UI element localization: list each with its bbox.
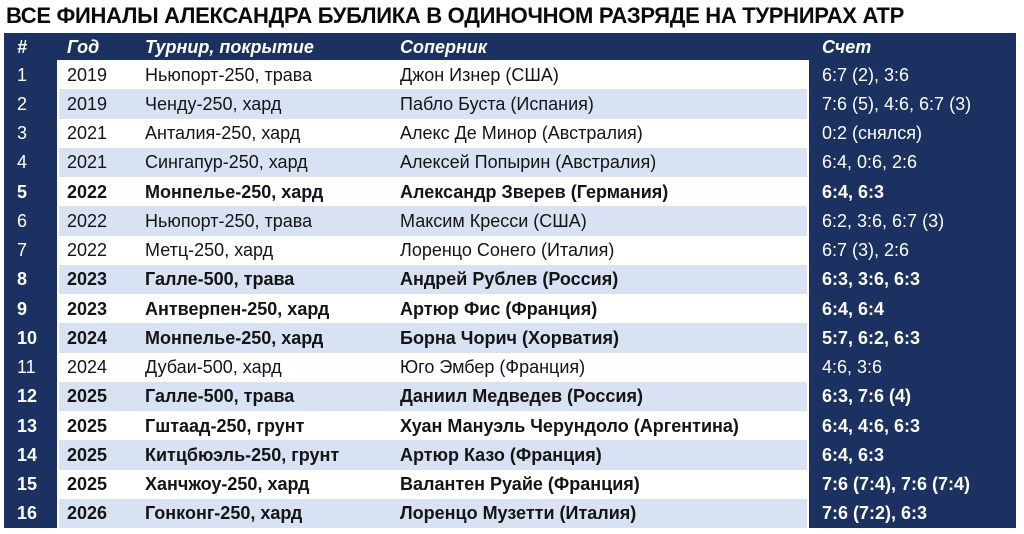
row-number-cell: 12 — [4, 382, 57, 411]
table-row — [4, 499, 1016, 528]
table-row — [4, 382, 1016, 411]
tournament-cell: Дубаи-500, хард — [125, 353, 392, 382]
score-cell: 7:6 (5), 4:6, 6:7 (3) — [809, 89, 1016, 118]
table-row — [4, 294, 1016, 323]
year-cell: 2019 — [59, 89, 125, 118]
row-number-cell: 1 — [4, 60, 57, 89]
opponent-cell: Джон Изнер (США) — [392, 60, 807, 89]
tournament-cell: Галле-500, трава — [125, 382, 392, 411]
opponent-cell: Алекс Де Минор (Австралия) — [392, 119, 807, 148]
opponent-cell: Борна Чорич (Хорватия) — [392, 323, 807, 352]
score-cell: 6:7 (3), 2:6 — [809, 236, 1016, 265]
tournament-cell: Ченду-250, хард — [125, 89, 392, 118]
row-number-cell: 4 — [4, 148, 57, 177]
table-row — [4, 411, 1016, 440]
opponent-cell: Лоренцо Сонего (Италия) — [392, 236, 807, 265]
year-cell: 2025 — [59, 411, 125, 440]
table-row — [4, 148, 1016, 177]
tournament-cell: Гонконг-250, хард — [125, 499, 392, 528]
score-cell: 4:6, 3:6 — [809, 353, 1016, 382]
opponent-cell: Даниил Медведев (Россия) — [392, 382, 807, 411]
score-cell: 6:2, 3:6, 6:7 (3) — [809, 206, 1016, 235]
row-number-cell: 5 — [4, 177, 57, 206]
score-cell: 7:6 (7:4), 7:6 (7:4) — [809, 470, 1016, 499]
tournament-cell: Анталия-250, хард — [125, 119, 392, 148]
row-number-cell: 13 — [4, 411, 57, 440]
column-header-score: Счет — [809, 33, 1016, 60]
table-row — [4, 353, 1016, 382]
year-cell: 2023 — [59, 294, 125, 323]
score-cell: 6:3, 7:6 (4) — [809, 382, 1016, 411]
row-number-cell: 14 — [4, 440, 57, 469]
year-cell: 2023 — [59, 265, 125, 294]
score-cell: 7:6 (7:2), 6:3 — [809, 499, 1016, 528]
year-cell: 2024 — [59, 323, 125, 352]
column-header-number: # — [4, 33, 57, 60]
table-row — [4, 177, 1016, 206]
year-cell: 2019 — [59, 60, 125, 89]
opponent-cell: Хуан Мануэль Черундоло (Аргентина) — [392, 411, 807, 440]
row-number-cell: 6 — [4, 206, 57, 235]
opponent-cell: Пабло Буста (Испания) — [392, 89, 807, 118]
page-title: ВСЕ ФИНАЛЫ АЛЕКСАНДРА БУБЛИКА В ОДИНОЧНОМ РАЗРЯДЕ НА ТУРНИРАХ ATP — [6, 3, 904, 28]
tournament-cell: Монпелье-250, хард — [125, 323, 392, 352]
row-number-cell: 11 — [4, 353, 57, 382]
row-number-cell: 9 — [4, 294, 57, 323]
score-cell: 6:7 (2), 3:6 — [809, 60, 1016, 89]
score-cell: 5:7, 6:2, 6:3 — [809, 323, 1016, 352]
column-header-opponent: Соперник — [392, 33, 807, 60]
table-row — [4, 119, 1016, 148]
row-number-cell: 2 — [4, 89, 57, 118]
score-cell: 6:3, 3:6, 6:3 — [809, 265, 1016, 294]
year-cell: 2022 — [59, 177, 125, 206]
score-cell: 6:4, 6:3 — [809, 440, 1016, 469]
opponent-cell: Валантен Руайе (Франция) — [392, 470, 807, 499]
tournament-cell: Антверпен-250, хард — [125, 294, 392, 323]
year-cell: 2025 — [59, 440, 125, 469]
tournament-cell: Ньюпорт-250, трава — [125, 60, 392, 89]
opponent-cell: Александр Зверев (Германия) — [392, 177, 807, 206]
table-row — [4, 206, 1016, 235]
year-cell: 2026 — [59, 499, 125, 528]
score-cell: 6:4, 4:6, 6:3 — [809, 411, 1016, 440]
finals-table — [4, 33, 1016, 528]
tournament-cell: Монпелье-250, хард — [125, 177, 392, 206]
score-cell: 0:2 (снялся) — [809, 119, 1016, 148]
row-number-cell: 10 — [4, 323, 57, 352]
opponent-cell: Андрей Рублев (Россия) — [392, 265, 807, 294]
year-cell: 2022 — [59, 236, 125, 265]
opponent-cell: Алексей Попырин (Австралия) — [392, 148, 807, 177]
score-cell: 6:4, 6:4 — [809, 294, 1016, 323]
table-row — [4, 323, 1016, 352]
tournament-cell: Метц-250, хард — [125, 236, 392, 265]
year-cell: 2021 — [59, 119, 125, 148]
score-cell: 6:4, 0:6, 2:6 — [809, 148, 1016, 177]
opponent-cell: Юго Эмбер (Франция) — [392, 353, 807, 382]
opponent-cell: Лоренцо Музетти (Италия) — [392, 499, 807, 528]
year-cell: 2024 — [59, 353, 125, 382]
column-header-year: Год — [59, 33, 125, 60]
score-cell: 6:4, 6:3 — [809, 177, 1016, 206]
table-row — [4, 265, 1016, 294]
table-row — [4, 60, 1016, 89]
table-row — [4, 89, 1016, 118]
row-number-cell: 7 — [4, 236, 57, 265]
opponent-cell: Артюр Фис (Франция) — [392, 294, 807, 323]
opponent-cell: Максим Кресси (США) — [392, 206, 807, 235]
year-cell: 2022 — [59, 206, 125, 235]
year-cell: 2025 — [59, 470, 125, 499]
tournament-cell: Сингапур-250, хард — [125, 148, 392, 177]
table-row — [4, 236, 1016, 265]
tournament-cell: Ханчжоу-250, хард — [125, 470, 392, 499]
row-number-cell: 3 — [4, 119, 57, 148]
tournament-cell: Ньюпорт-250, трава — [125, 206, 392, 235]
year-cell: 2021 — [59, 148, 125, 177]
column-header-tournament: Турнир, покрытие — [125, 33, 392, 60]
table-row — [4, 440, 1016, 469]
opponent-cell: Артюр Казо (Франция) — [392, 440, 807, 469]
table-header-row — [4, 33, 1016, 60]
year-cell: 2025 — [59, 382, 125, 411]
tournament-cell: Галле-500, трава — [125, 265, 392, 294]
row-number-cell: 8 — [4, 265, 57, 294]
table-row — [4, 470, 1016, 499]
row-number-cell: 15 — [4, 470, 57, 499]
row-number-cell: 16 — [4, 499, 57, 528]
tournament-cell: Гштаад-250, грунт — [125, 411, 392, 440]
tournament-cell: Китцбюэль-250, грунт — [125, 440, 392, 469]
